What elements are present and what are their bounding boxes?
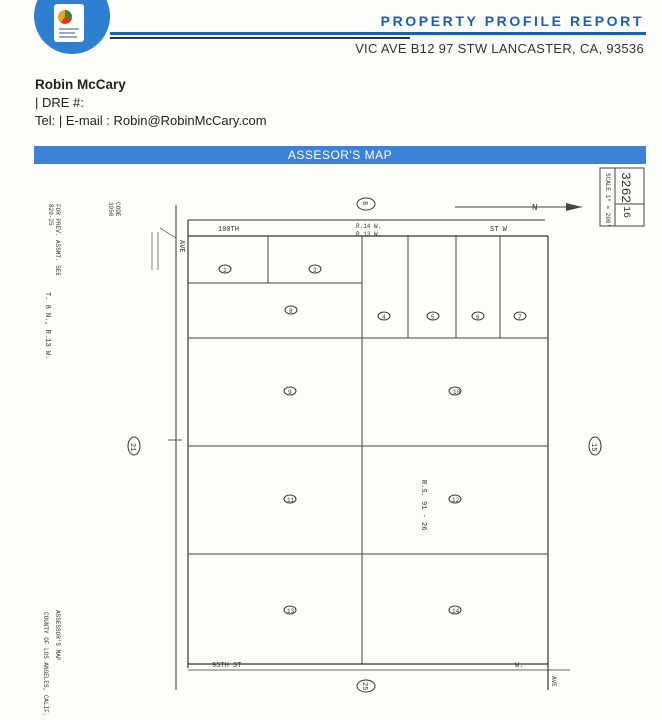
parcel-number bbox=[449, 495, 461, 504]
parcel-number bbox=[284, 495, 296, 504]
sheet-ref-west bbox=[128, 437, 140, 455]
sheet-ref-south bbox=[357, 680, 375, 692]
svg-text:3: 3 bbox=[313, 267, 317, 274]
svg-text:8: 8 bbox=[289, 308, 293, 315]
svg-text:6: 6 bbox=[476, 314, 480, 321]
parcel-number bbox=[285, 306, 297, 315]
agent-name: Robin McCary bbox=[35, 77, 126, 92]
svg-text:1: 1 bbox=[223, 267, 227, 274]
range-west-label: R.14 W. bbox=[356, 223, 382, 230]
parcel-number bbox=[514, 312, 526, 321]
county-map-title: ASSESSOR'S MAP bbox=[54, 610, 61, 661]
south-street-suffix: W. bbox=[515, 662, 524, 670]
road-lines bbox=[152, 205, 570, 690]
property-address: VIC AVE B12 97 STW LANCASTER, CA, 93536 bbox=[355, 41, 644, 56]
parcel-number bbox=[284, 387, 296, 396]
svg-text:11: 11 bbox=[287, 497, 295, 504]
map-sheet-number: 16 bbox=[620, 206, 631, 219]
parcel-number bbox=[309, 265, 321, 274]
svg-text:21: 21 bbox=[128, 443, 136, 452]
north-street-suffix: ST W bbox=[490, 226, 507, 234]
parcel-number bbox=[449, 606, 461, 615]
range-east-label: R.13 W. bbox=[356, 231, 382, 238]
parcel-number bbox=[472, 312, 484, 321]
south-avenue-label: AVE bbox=[550, 676, 557, 687]
prev-assessment-ref: 820-25 bbox=[47, 204, 54, 226]
parcel-markers bbox=[219, 265, 526, 615]
agent-contact: Tel: | E-mail : Robin@RobinMcCary.com bbox=[35, 113, 267, 128]
township-label: T. 8 N., R.13 W. bbox=[43, 292, 51, 360]
svg-text:9: 9 bbox=[288, 389, 292, 396]
svg-text:12: 12 bbox=[452, 497, 460, 504]
svg-text:5: 5 bbox=[431, 314, 435, 321]
map-page-box bbox=[600, 168, 644, 227]
report-title: PROPERTY PROFILE REPORT bbox=[380, 13, 644, 29]
parcel-number bbox=[219, 265, 231, 274]
south-street-name: 95TH ST bbox=[212, 662, 242, 670]
county-name: COUNTY OF LOS ANGELES, CALIF. bbox=[42, 612, 49, 717]
svg-text:15: 15 bbox=[589, 443, 597, 452]
avenue-label: AVE bbox=[177, 240, 185, 253]
svg-text:8: 8 bbox=[360, 201, 368, 206]
north-arrow-icon bbox=[455, 203, 582, 213]
map-page-number: 3262 bbox=[618, 172, 633, 204]
sheet-ref-east bbox=[589, 437, 601, 455]
svg-text:14: 14 bbox=[452, 608, 460, 615]
agent-dre: | DRE #: bbox=[35, 95, 84, 110]
svg-text:13: 13 bbox=[287, 608, 295, 615]
parcel-number bbox=[427, 312, 439, 321]
svg-text:7: 7 bbox=[518, 314, 522, 321]
parcel-number bbox=[378, 312, 390, 321]
svg-text:4: 4 bbox=[382, 314, 386, 321]
svg-text:N: N bbox=[532, 203, 538, 213]
record-survey-ref: R.S. 91 - 26 bbox=[419, 480, 427, 531]
code-label: CODE bbox=[114, 202, 121, 217]
svg-text:10: 10 bbox=[453, 389, 461, 396]
north-street-name: 100TH bbox=[218, 226, 240, 234]
parcel-boundaries bbox=[188, 236, 548, 664]
svg-text:25: 25 bbox=[360, 682, 368, 691]
prev-assessment-label: FOR PREV. ASSMT. SEE bbox=[54, 204, 61, 277]
map-scale: SCALE 1" = 200' bbox=[604, 173, 611, 228]
code-value: 3950 bbox=[107, 202, 114, 217]
section-header-assessor-map: ASSESOR'S MAP bbox=[34, 146, 646, 164]
parcel-number bbox=[449, 387, 461, 396]
sheet-ref-north bbox=[357, 198, 375, 210]
parcel-number bbox=[284, 606, 296, 615]
